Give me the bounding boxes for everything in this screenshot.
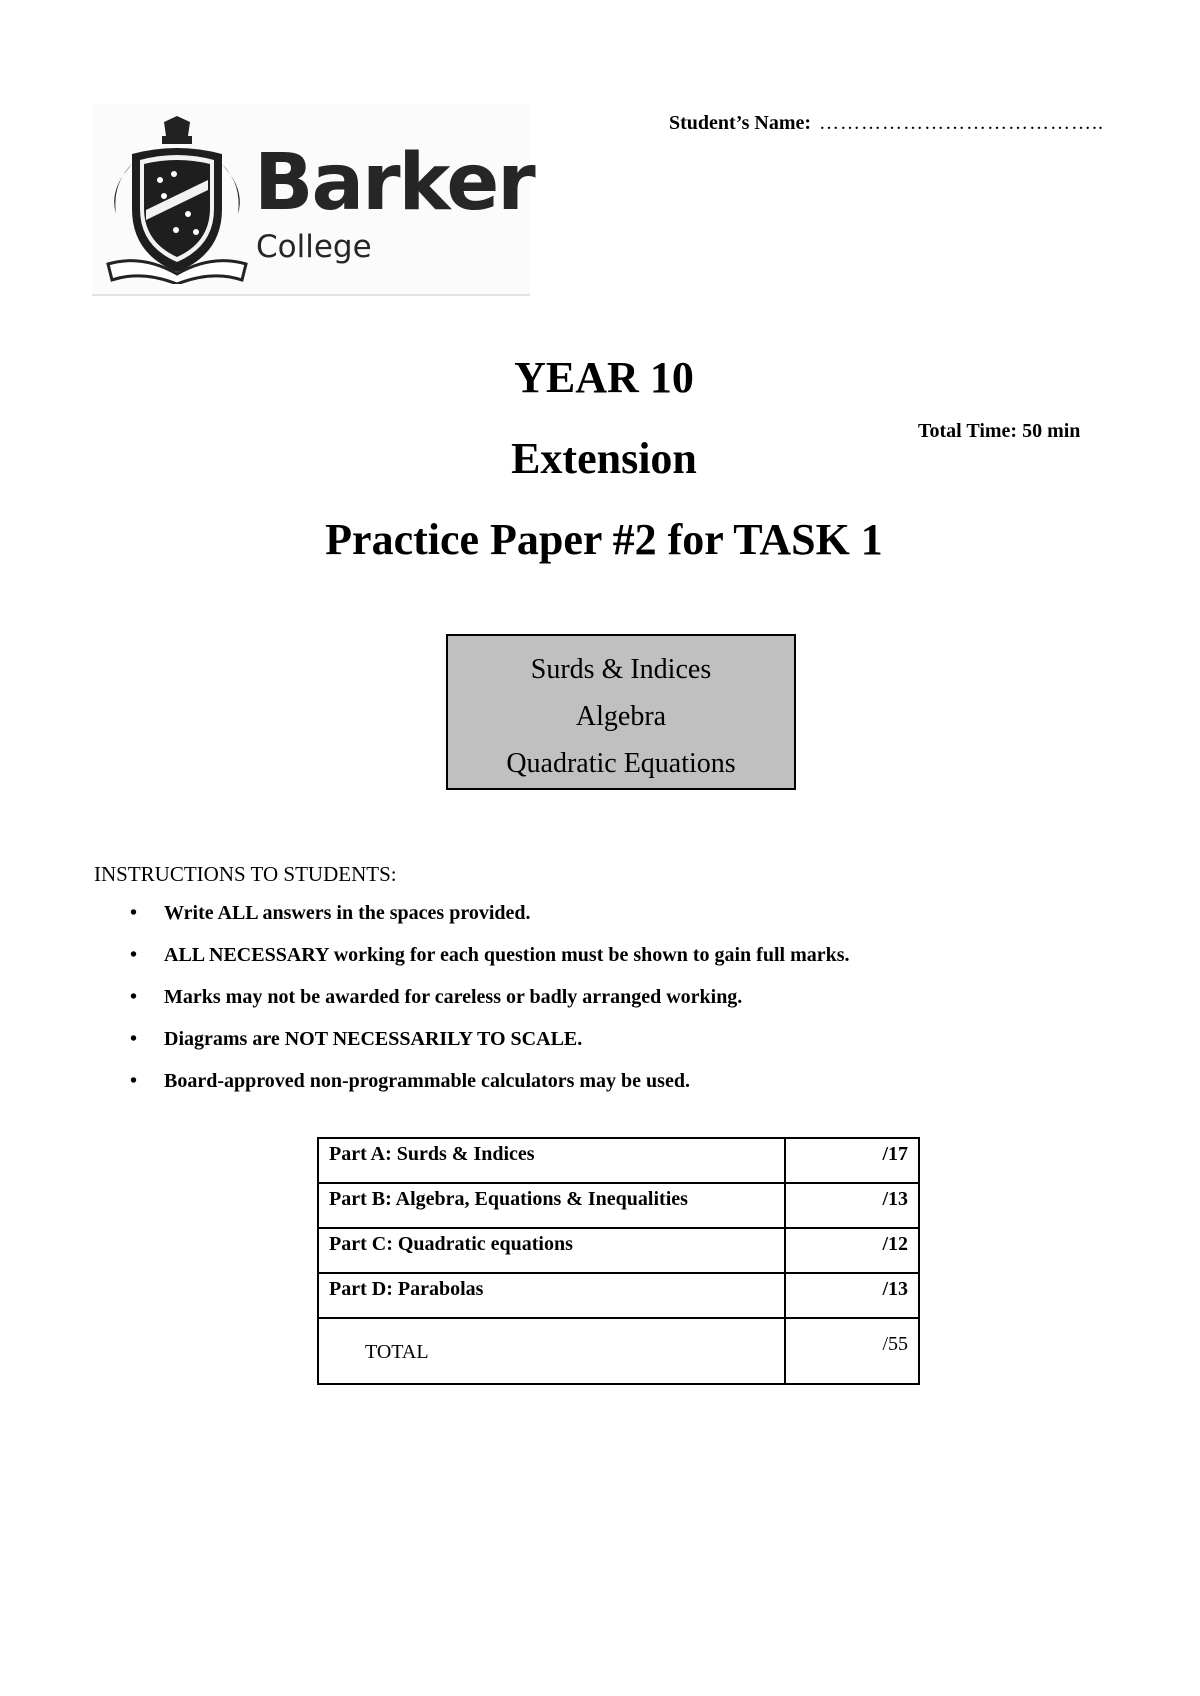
title-course: Extension — [511, 434, 697, 483]
part-marks: /17 — [785, 1138, 919, 1183]
total-time: Total Time: 50 min — [918, 420, 1081, 442]
instructions-list — [124, 901, 850, 1111]
instruction-text: Marks may not be awarded for careless or badly arranged working. — [164, 986, 743, 1008]
instruction-item — [124, 985, 850, 1027]
instruction-text: Diagrams are NOT NECESSARILY TO SCALE. — [164, 1028, 583, 1050]
marks-table — [317, 1137, 920, 1385]
bullet-icon: • — [130, 902, 138, 924]
bullet-icon: • — [130, 1070, 138, 1092]
total-row — [318, 1318, 919, 1384]
title-paper: Practice Paper #2 for TASK 1 — [325, 515, 883, 564]
topic-item: Quadratic Equations — [506, 748, 736, 779]
title-year: YEAR 10 — [514, 353, 694, 402]
bullet-icon: • — [130, 944, 138, 966]
student-name-line — [669, 112, 1104, 135]
topics-box — [446, 634, 796, 790]
total-marks: /55 — [785, 1318, 919, 1384]
part-marks: /13 — [785, 1183, 919, 1228]
table-row — [318, 1183, 919, 1228]
bullet-icon: • — [130, 986, 138, 1008]
part-marks: /12 — [785, 1228, 919, 1273]
instruction-text: Write ALL answers in the spaces provided. — [164, 902, 531, 924]
topic-item: Algebra — [575, 701, 667, 732]
part-label: Part C: Quadratic equations — [318, 1228, 785, 1273]
school-subtitle: College — [256, 229, 372, 265]
part-label: Part D: Parabolas — [318, 1273, 785, 1318]
instruction-text: Board-approved non-programmable calculators may be used. — [164, 1070, 690, 1092]
instruction-item — [124, 943, 850, 985]
total-label: TOTAL — [318, 1318, 785, 1384]
instruction-item — [124, 1069, 850, 1111]
crest-icon — [102, 114, 252, 284]
bullet-icon: • — [130, 1028, 138, 1050]
part-label: Part A: Surds & Indices — [318, 1138, 785, 1183]
school-logo — [92, 104, 534, 296]
topic-item: Surds & Indices — [530, 654, 712, 685]
school-name: Barker — [254, 138, 534, 228]
table-row — [318, 1273, 919, 1318]
table-row — [318, 1138, 919, 1183]
table-row — [318, 1228, 919, 1273]
part-marks: /13 — [785, 1273, 919, 1318]
instruction-text: ALL NECESSARY working for each question must be shown to gain full marks. — [164, 944, 850, 966]
student-name-label: Student’s Name: — [669, 112, 812, 134]
instruction-item — [124, 901, 850, 943]
instruction-item — [124, 1027, 850, 1069]
student-name-field: ………………………………….. — [819, 112, 1105, 134]
instructions-heading: INSTRUCTIONS TO STUDENTS: — [94, 862, 397, 886]
part-label: Part B: Algebra, Equations & Inequalities — [318, 1183, 785, 1228]
